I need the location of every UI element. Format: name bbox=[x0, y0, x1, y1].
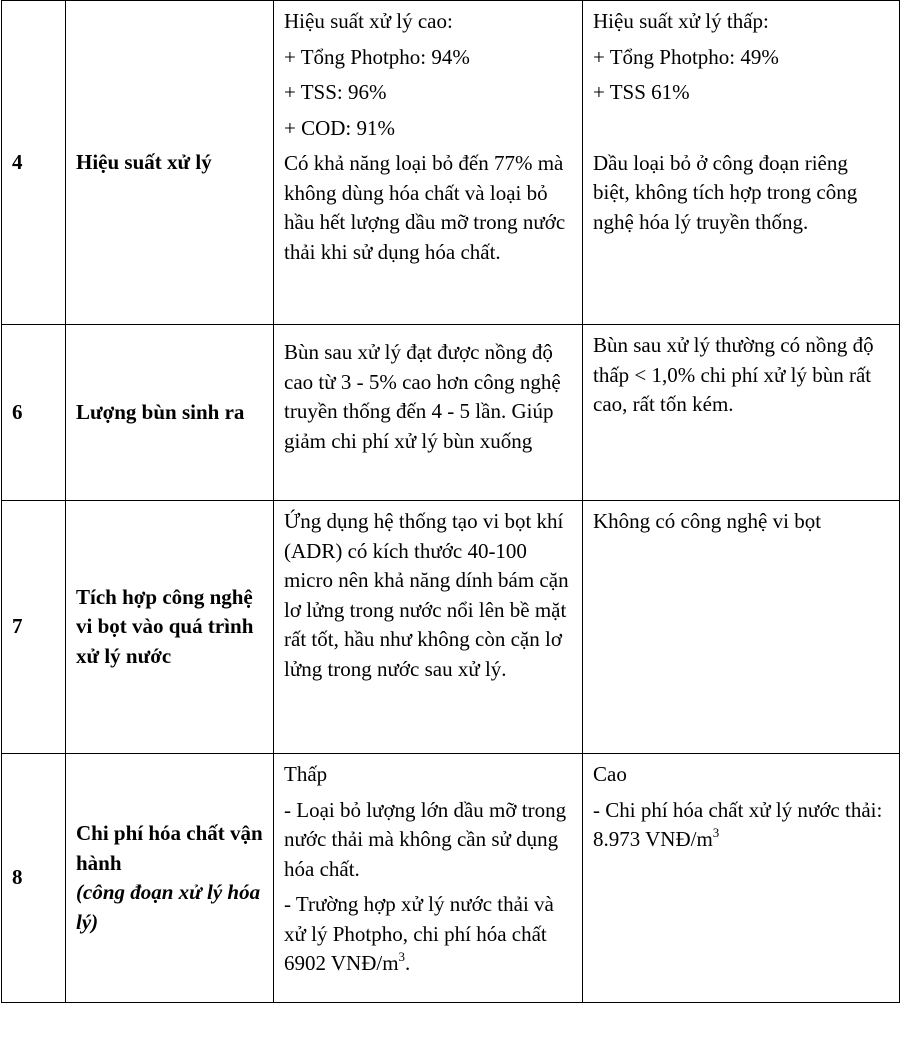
old-tech-cell bbox=[583, 754, 900, 1003]
table-row bbox=[2, 754, 900, 1003]
new-tech-cell bbox=[274, 325, 583, 501]
row-number: 7 bbox=[2, 501, 66, 754]
superscript: 3 bbox=[398, 949, 406, 964]
criterion-label: Lượng bùn sinh ra bbox=[76, 399, 245, 424]
new-tech-cell bbox=[274, 501, 583, 754]
cell-item: + Tổng Photpho: 49% bbox=[593, 44, 779, 69]
criterion-cell bbox=[66, 325, 274, 501]
cell-text: Ứng dụng hệ thống tạo vi bọt khí (ADR) có kích thước 40-100 micro nên khả năng dính bám cặn lơ lửng trong nước nổi lên bề mặt rất tốt, hầu như không còn cặn lơ lửng trong nước sau xử lý. bbox=[284, 509, 569, 681]
cell-heading: Thấp bbox=[284, 762, 328, 786]
comparison-table bbox=[1, 0, 900, 1003]
cell-item-text: - Trường hợp xử lý nước thải và xử lý Photpho, chi phí hóa chất 6902 VNĐ/m bbox=[284, 892, 554, 975]
criterion-label: Tích hợp công nghệ vi bọt vào quá trình xử lý nước bbox=[76, 584, 254, 668]
cell-text: Bùn sau xử lý đạt được nồng độ cao từ 3 - 5% cao hơn công nghệ truyền thống đến 4 - 5 lần. Giúp giảm chi phí xử lý bùn xuống bbox=[284, 340, 561, 453]
cell-item: + TSS 61% bbox=[593, 80, 690, 104]
cell-item bbox=[593, 796, 889, 855]
table-row bbox=[2, 501, 900, 754]
cell-heading: Cao bbox=[593, 762, 627, 786]
superscript: 3 bbox=[712, 825, 720, 840]
cell-item: + Tổng Photpho: 94% bbox=[284, 44, 470, 69]
cell-heading: Hiệu suất xử lý thấp: bbox=[593, 9, 769, 33]
old-tech-cell bbox=[583, 501, 900, 754]
row-number: 4 bbox=[2, 1, 66, 325]
cell-text: Bùn sau xử lý thường có nồng độ thấp < 1,0% chi phí xử lý bùn rất cao, rất tốn kém. bbox=[593, 333, 874, 416]
cell-item: - Loại bỏ lượng lớn dầu mỡ trong nước thải mà không cần sử dụng hóa chất. bbox=[284, 797, 567, 881]
cell-text: Có khả năng loại bỏ đến 77% mà không dùng hóa chất và loại bỏ hầu hết lượng dầu mỡ trong nước thải khi sử dụng hóa chất. bbox=[284, 151, 566, 264]
old-tech-cell bbox=[583, 1, 900, 325]
row-number: 8 bbox=[2, 754, 66, 1003]
new-tech-cell bbox=[274, 754, 583, 1003]
cell-text: Dầu loại bỏ ở công đoạn riêng biệt, không tích hợp trong công nghệ hóa lý truyền thống. bbox=[593, 150, 858, 234]
cell-heading: Hiệu suất xử lý cao: bbox=[284, 9, 453, 33]
cell-text: Không có công nghệ vi bọt bbox=[593, 509, 822, 533]
cell-item-text: - Chi phí hóa chất xử lý nước thải: 8.973 VNĐ/m bbox=[593, 797, 883, 851]
table-row bbox=[2, 1, 900, 325]
row-number: 6 bbox=[2, 325, 66, 501]
table-row bbox=[2, 325, 900, 501]
criterion-cell bbox=[66, 501, 274, 754]
criterion-label: Hiệu suất xử lý bbox=[76, 149, 212, 174]
criterion-cell bbox=[66, 1, 274, 325]
criterion-label: Chi phí hóa chất vận hành bbox=[76, 821, 263, 875]
cell-item bbox=[284, 890, 572, 979]
cell-item: + TSS: 96% bbox=[284, 80, 387, 104]
new-tech-cell bbox=[274, 1, 583, 325]
criterion-note: (công đoạn xử lý hóa lý) bbox=[76, 880, 261, 934]
cell-item-end: . bbox=[405, 951, 411, 975]
cell-item: + COD: 91% bbox=[284, 115, 396, 140]
criterion-cell bbox=[66, 754, 274, 1003]
old-tech-cell bbox=[583, 325, 900, 501]
